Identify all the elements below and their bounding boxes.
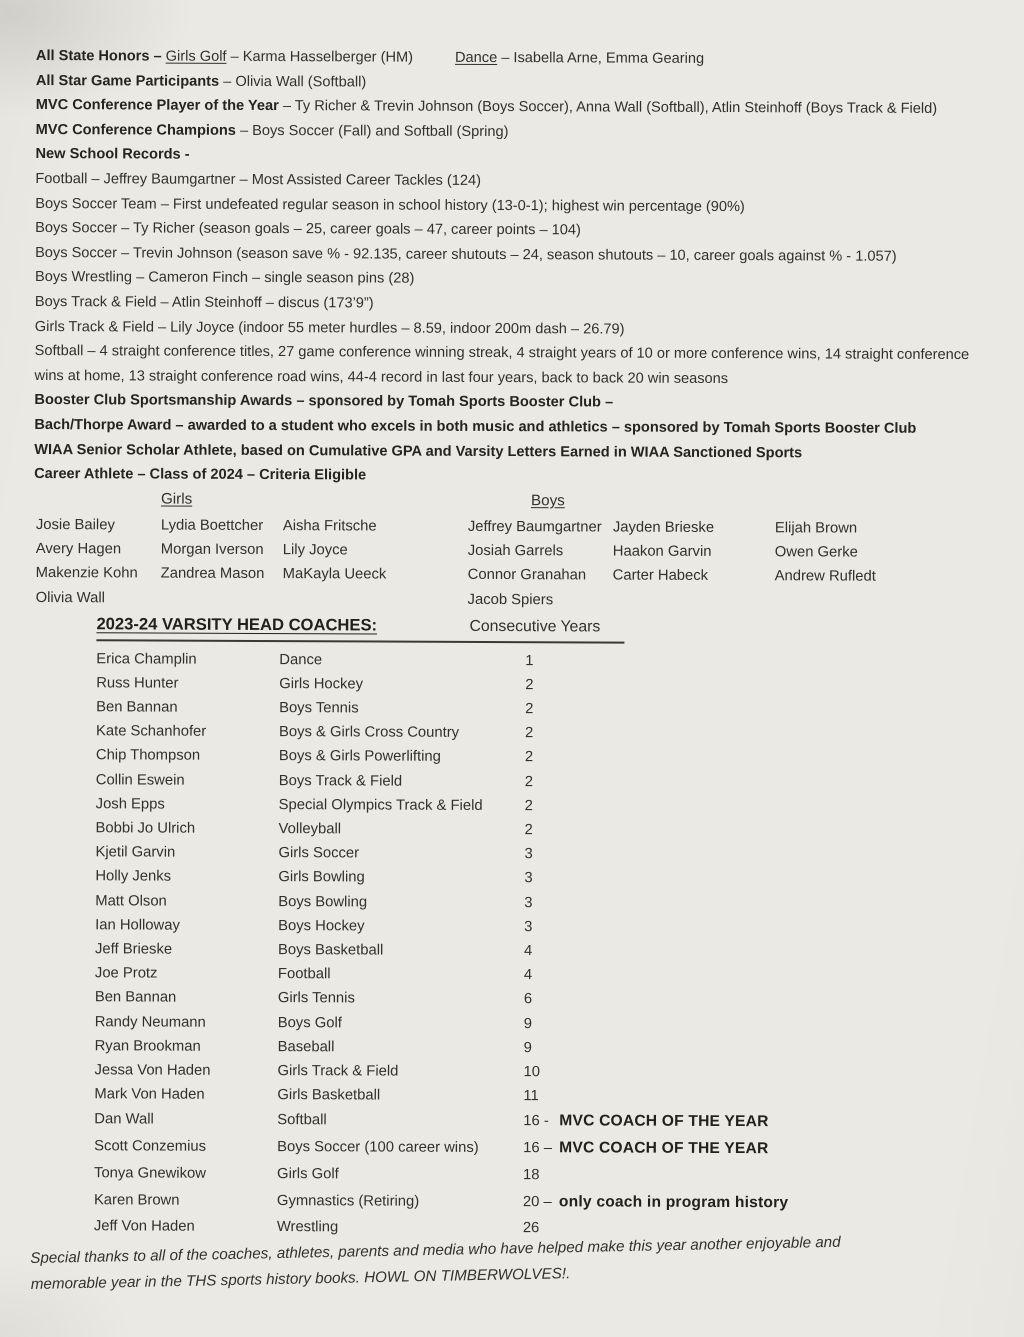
text-segment: New School Records -	[35, 146, 190, 164]
coach-sport: Football	[277, 966, 331, 983]
text-segment: WIAA Senior Scholar Athlete, based on Cumulative GPA and Varsity Letters Earned in WIAA Sanctioned Sports	[34, 441, 803, 461]
coach-years: 2	[524, 725, 534, 742]
girls-col-1	[36, 513, 138, 611]
coach-name: Chip Thompson	[95, 747, 201, 765]
coach-sport: Wrestling	[276, 1219, 339, 1236]
text-segment: All Star Game Participants	[35, 72, 220, 90]
coaches-title: 2023-24 VARSITY HEAD COACHES:	[96, 613, 378, 635]
coach-sport: Girls Bowling	[278, 869, 365, 886]
girls-column-header: Girls	[160, 490, 193, 508]
coach-years: 3	[524, 846, 533, 863]
coach-years: 2	[524, 822, 533, 839]
text-segment: – Isabella Arne, Emma Gearing	[497, 50, 705, 67]
athlete-name: Avery Hagen	[35, 541, 122, 558]
coach-name: Jeff Brieske	[95, 941, 173, 958]
text-segment: Dance	[455, 49, 498, 67]
coach-note: MVC COACH OF THE YEAR	[559, 1139, 769, 1158]
coach-name: Mark Von Haden	[94, 1086, 205, 1103]
athlete-name: Haakon Garvin	[612, 543, 712, 561]
text-segment: – Ty Richer & Trevin Johnson (Boys Soccer), Anna Wall (Softball), Atlin Steinhoff (Boys Track & Field)	[278, 98, 938, 118]
footer-note: Special thanks to all of the coaches, athletes, parents and media who have helped make this year another enjoyable and memorable year in the THS sports history books. HOWL ON TIMBERWOLVES!.	[30, 1233, 841, 1293]
coach-name: Ryan Brookman	[94, 1037, 201, 1055]
coach-years: 10	[523, 1064, 541, 1081]
athlete-name: Elijah Brown	[774, 519, 858, 537]
coach-years: 26	[522, 1220, 540, 1237]
coach-name: Erica Champlin	[96, 650, 197, 668]
coach-years: 18	[523, 1166, 540, 1184]
coach-name: Scott Conzemius	[94, 1138, 207, 1155]
athlete-name: Connor Granahan	[467, 567, 587, 584]
coach-years: 3	[524, 918, 533, 935]
text-segment: Girls Golf	[165, 48, 227, 65]
coach-years: 2	[525, 701, 534, 718]
coach-sport: Gymnastics (Retiring)	[276, 1192, 420, 1210]
text-segment: Booster Club Sportsmanship Awards – sponsored by Tomah Sports Booster Club –	[34, 392, 614, 411]
athlete-name: Zandrea Mason	[160, 566, 265, 583]
coach-years: 9	[523, 1039, 532, 1056]
coach-years: 2	[524, 749, 534, 766]
athlete-name: Andrew Rufledt	[774, 568, 876, 586]
coach-years: 3	[524, 894, 533, 911]
boys-col-2	[613, 515, 714, 589]
text-segment: MVC Conference Champions	[35, 121, 236, 139]
coach-name: Russ Hunter	[96, 675, 179, 692]
coach-sport: Boys & Girls Powerlifting	[278, 748, 441, 766]
coach-name: Ben Bannan	[94, 989, 177, 1006]
coach-name: Collin Eswein	[95, 771, 185, 789]
athlete-name: Olivia Wall	[35, 589, 105, 607]
text-line	[35, 290, 989, 319]
athlete-name: MaKayla Ueeck	[282, 566, 387, 584]
text-segment: MVC Conference Player of the Year	[35, 97, 279, 115]
text-segment: Football – Jeffrey Baumgartner – Most Assisted Career Tackles (124)	[35, 170, 482, 189]
girls-col-2	[161, 513, 265, 587]
coach-sport: Baseball	[277, 1038, 335, 1055]
coach-sport: Boys Golf	[277, 1014, 342, 1031]
text-segment: Boys Soccer – Trevin Johnson (season save % - 92.135, career shutouts – 24, season shutouts – 10, career goals against % - 1.057)	[35, 244, 897, 265]
coach-sport: Girls Track & Field	[277, 1062, 399, 1080]
coach-name: Holly Jenks	[95, 868, 172, 885]
coach-sport: Girls Golf	[277, 1165, 339, 1183]
athlete-name: Morgan Iverson	[160, 541, 264, 559]
text-segment: – Olivia Wall (Softball)	[219, 73, 367, 91]
coach-sport: Girls Basketball	[277, 1087, 381, 1104]
coach-row	[31, 1106, 985, 1137]
coach-years: 9	[523, 1015, 532, 1032]
coach-years: 4	[524, 943, 533, 960]
coach-name: Jeff Von Haden	[93, 1218, 195, 1236]
coach-name: Josh Epps	[95, 796, 165, 813]
coach-name: Dan Wall	[94, 1111, 154, 1128]
athlete-name: Jacob Spiers	[467, 591, 554, 609]
text-segment: Bach/Thorpe Award – awarded to a student who excels in both music and athletics – sponsored by Tomah Sports Booster Club	[34, 416, 917, 437]
text-segment: Career Athlete – Class of 2024 – Criteria Eligible	[34, 466, 367, 484]
athlete-name: Jayden Brieske	[612, 519, 715, 536]
coach-years: 2	[524, 773, 534, 790]
coach-name: Randy Neumann	[94, 1013, 206, 1031]
coach-sport: Girls Hockey	[279, 675, 364, 693]
text-segment: Girls Track & Field – Lily Joyce (indoor 55 meter hurdles – 8.59, indoor 200m dash – 26.79)	[34, 318, 625, 338]
coach-row	[31, 1133, 985, 1164]
coach-sport: Boys Hockey	[278, 917, 365, 935]
coaches-table-header	[96, 614, 624, 643]
girls-col-3	[283, 514, 387, 588]
coach-years: 3	[524, 870, 533, 887]
coach-sport: Dance	[279, 651, 323, 668]
coach-years: 11	[523, 1088, 539, 1105]
coach-sport: Girls Soccer	[278, 845, 360, 862]
coach-name: Jessa Von Haden	[94, 1062, 211, 1079]
text-segment: – Boys Soccer (Fall) and Softball (Spring)	[235, 122, 509, 140]
coach-years: 2	[525, 677, 534, 694]
text-line	[36, 44, 990, 73]
athlete-name: Jeffrey Baumgartner	[467, 518, 602, 536]
coach-name: Joe Protz	[94, 965, 158, 982]
athlete-name: Makenzie Kohn	[35, 565, 138, 582]
text-segment: Boys Wrestling – Cameron Finch – single season pins (28)	[34, 269, 415, 287]
text-line	[34, 339, 988, 392]
athlete-name: Aisha Fritsche	[282, 517, 377, 535]
coach-name: Kjetil Garvin	[95, 844, 176, 861]
boys-column-header: Boys	[530, 491, 565, 509]
coach-note: only coach in program history	[558, 1192, 789, 1211]
coach-sport: Girls Tennis	[277, 990, 355, 1007]
athletes-section	[34, 490, 989, 616]
text-segment: Softball – 4 straight conference titles, 27 game conference winning streak, 4 straight years of 10 or more conference wins, 14 straight conference wins at home, 13 straight conference road wins, 44-4 record in last four years, back to back 20 win seasons	[34, 343, 970, 387]
athlete-name: Lydia Boettcher	[160, 517, 264, 534]
coach-sport: Special Olympics Track & Field	[278, 796, 483, 814]
athlete-name: Carter Habeck	[612, 567, 709, 585]
text-segment: All State Honors –	[35, 47, 166, 65]
athlete-name: Owen Gerke	[774, 544, 858, 561]
coach-name: Matt Olson	[95, 892, 167, 910]
coach-name: Bobbi Jo Ulrich	[95, 820, 196, 837]
coach-name: Ian Holloway	[95, 917, 180, 934]
page-content	[31, 44, 990, 1244]
coach-sport: Boys Soccer (100 career wins)	[277, 1139, 479, 1156]
coach-name: Karen Brown	[93, 1191, 180, 1209]
coach-sport: Boys Track & Field	[278, 772, 403, 790]
coach-name: Tonya Gnewikow	[94, 1165, 206, 1182]
coach-sport: Boys Bowling	[278, 893, 368, 911]
coach-years: 20 –	[522, 1193, 552, 1210]
coach-years: 6	[523, 991, 533, 1008]
coach-row	[31, 1160, 985, 1191]
coach-row	[31, 1187, 985, 1218]
text-line	[34, 413, 988, 442]
coach-sport: Boys & Girls Cross Country	[278, 724, 460, 742]
coach-sport: Boys Tennis	[279, 700, 359, 717]
text-line	[35, 216, 989, 245]
coach-years: 4	[523, 967, 533, 984]
coach-years: 2	[524, 797, 533, 814]
coach-note: MVC COACH OF THE YEAR	[559, 1112, 769, 1131]
coach-rows	[31, 647, 988, 1245]
text-segment: Boys Soccer Team – First undefeated regular season in school history (13-0-1); highest win percentage (90%)	[35, 195, 745, 215]
text-line	[35, 167, 989, 196]
text-segment: Boys Soccer – Ty Richer (season goals – 25, career goals – 47, career points – 104)	[35, 220, 581, 239]
coach-years: 1	[525, 652, 534, 669]
boys-col-3	[775, 516, 876, 590]
coach-sport: Volleyball	[278, 821, 342, 838]
coach-years: 16 –	[523, 1140, 553, 1157]
coach-years: 16 -	[523, 1113, 549, 1130]
coach-sport: Boys Basketball	[278, 942, 384, 959]
consecutive-years-header: Consecutive Years	[469, 617, 601, 636]
coach-sport: Softball	[277, 1112, 327, 1129]
coach-name: Kate Schanhofer	[95, 723, 207, 740]
text-line	[34, 462, 988, 491]
athlete-name: Lily Joyce	[282, 542, 348, 559]
athlete-name: Josie Bailey	[35, 516, 115, 534]
honors-lines	[34, 44, 990, 491]
text-segment: – Karma Hasselberger (HM)	[226, 48, 414, 66]
text-segment: Boys Track & Field – Atlin Steinhoff – discus (173’9”)	[34, 293, 374, 312]
coaches-section	[31, 614, 988, 1245]
boys-col-1	[468, 515, 602, 613]
coach-name: Ben Bannan	[96, 699, 178, 716]
athlete-name: Josiah Garrels	[467, 542, 564, 560]
